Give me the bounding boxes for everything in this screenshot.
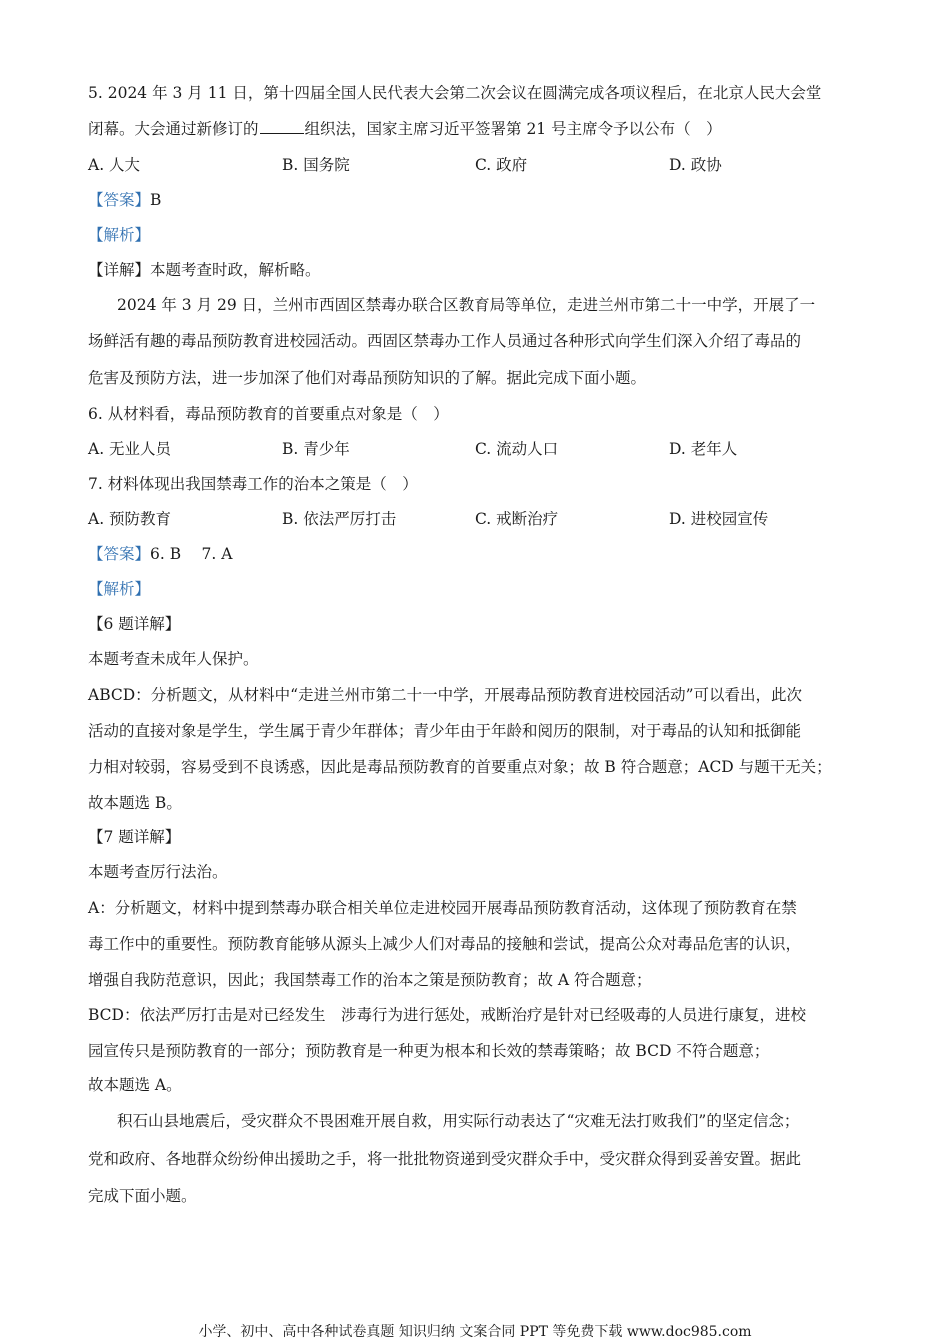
q5-option-c: C. 政府 — [475, 156, 528, 174]
detail7-line5: 园宣传只是预防教育的一部分；预防教育是一种更为根本和长效的禁毒策略；故 BCD 不符合题意； — [88, 1042, 770, 1060]
q6-option-b: B. 青少年 — [282, 440, 350, 458]
answer-value: 6. B 7. A — [150, 545, 233, 563]
detail6-line3: 力相对较弱，容易受到不良诱惑，因此是毒品预防教育的首要重点对象；故 B 符合题意；ACD 与题干无关； — [88, 758, 832, 776]
q5-stem-line1: 5. 2024 年 3 月 11 日，第十四届全国人民代表大会第二次会议在圆满完成各项议程后，在北京人民大会堂 — [88, 84, 822, 102]
q5-stem-line2 — [88, 118, 722, 140]
material2-line3: 完成下面小题。 — [88, 1187, 197, 1205]
q5-stem-line2-end: 组织法，国家主席习近平签署第 21 号主席令予以公布（ ） — [304, 120, 722, 138]
q6-option-c: C. 流动人口 — [475, 440, 559, 458]
q7-option-c: C. 戒断治疗 — [475, 510, 559, 528]
detail6-intro: 本题考查未成年人保护。 — [88, 650, 259, 668]
material1-line3: 危害及预防方法，进一步加深了他们对毒品预防知识的了解。据此完成下面小题。 — [88, 369, 647, 387]
answer-value: B — [150, 191, 162, 209]
q6-stem: 6. 从材料看，毒品预防教育的首要重点对象是（ ） — [88, 405, 449, 423]
detail7-intro: 本题考查厉行法治。 — [88, 863, 228, 881]
q5-option-b: B. 国务院 — [282, 156, 350, 174]
q67-analysis-label: 【解析】 — [88, 580, 151, 598]
detail7-line6: 故本题选 A。 — [88, 1076, 182, 1094]
page-footer: 小学、初中、高中各种试卷真题 知识归纳 文案合同 PPT 等免费下载 www.doc985.com — [198, 1324, 752, 1340]
material2-line1: 积石山县地震后，受灾群众不畏困难开展自救，用实际行动表达了“灾难无法打败我们”的坚定信念； — [117, 1112, 800, 1130]
q7-option-b: B. 依法严厉打击 — [282, 510, 397, 528]
detail6-line4: 故本题选 B。 — [88, 794, 182, 812]
detail7-line2: 毒工作中的重要性。预防教育能够从源头上减少人们对毒品的接触和尝试，提高公众对毒品危害的认识， — [88, 935, 802, 953]
q7-option-a: A. 预防教育 — [88, 510, 172, 528]
q5-analysis-label: 【解析】 — [88, 226, 151, 244]
detail7-line4: BCD：依法严厉打击是对已经发生 涉毒行为进行惩处，戒断治疗是针对已经吸毒的人员进行康复，进校 — [88, 1006, 806, 1024]
material2-line2: 党和政府、各地群众纷纷伸出援助之手，将一批批物资递到受灾群众手中，受灾群众得到妥善安置。据此 — [88, 1150, 802, 1168]
detail-label: 【详解】 — [88, 261, 151, 279]
fill-blank — [260, 119, 304, 134]
q5-answer — [88, 189, 161, 211]
q5-detail — [88, 259, 321, 281]
q6-option-a: A. 无业人员 — [88, 440, 172, 458]
detail7-label: 【7 题详解】 — [88, 828, 181, 846]
detail7-line1: A：分析题文，材料中提到禁毒办联合相关单位走进校园开展毒品预防教育活动，这体现了预防教育在禁 — [88, 899, 797, 917]
detail6-line1: ABCD：分析题文，从材料中“走进兰州市第二十一中学，开展毒品预防教育进校园活动”可以看出，此次 — [88, 686, 803, 704]
q7-option-d: D. 进校园宣传 — [669, 510, 769, 528]
q5-option-a: A. 人大 — [88, 156, 141, 174]
material1-line1: 2024 年 3 月 29 日，兰州市西固区禁毒办联合区教育局等单位，走进兰州市第二十一中学，开展了一 — [117, 296, 816, 314]
q5-option-d: D. 政协 — [669, 156, 722, 174]
q6-option-d: D. 老年人 — [669, 440, 738, 458]
q7-stem: 7. 材料体现出我国禁毒工作的治本之策是（ ） — [88, 475, 418, 493]
material1-line2: 场鲜活有趣的毒品预防教育进校园活动。西固区禁毒办工作人员通过各种形式向学生们深入介绍了毒品的 — [88, 332, 802, 350]
detail6-line2: 活动的直接对象是学生，学生属于青少年群体；青少年由于年龄和阅历的限制，对于毒品的认知和抵御能 — [88, 722, 802, 740]
detail7-line3: 增强自我防范意识，因此；我国禁毒工作的治本之策是预防教育；故 A 符合题意； — [88, 971, 652, 989]
detail-text: 本题考查时政，解析略。 — [150, 261, 321, 279]
q67-answer — [88, 543, 232, 565]
q5-stem-line2-start: 闭幕。大会通过新修订的 — [88, 120, 259, 138]
detail6-label: 【6 题详解】 — [88, 615, 181, 633]
answer-label: 【答案】 — [88, 545, 151, 563]
answer-label: 【答案】 — [88, 191, 151, 209]
